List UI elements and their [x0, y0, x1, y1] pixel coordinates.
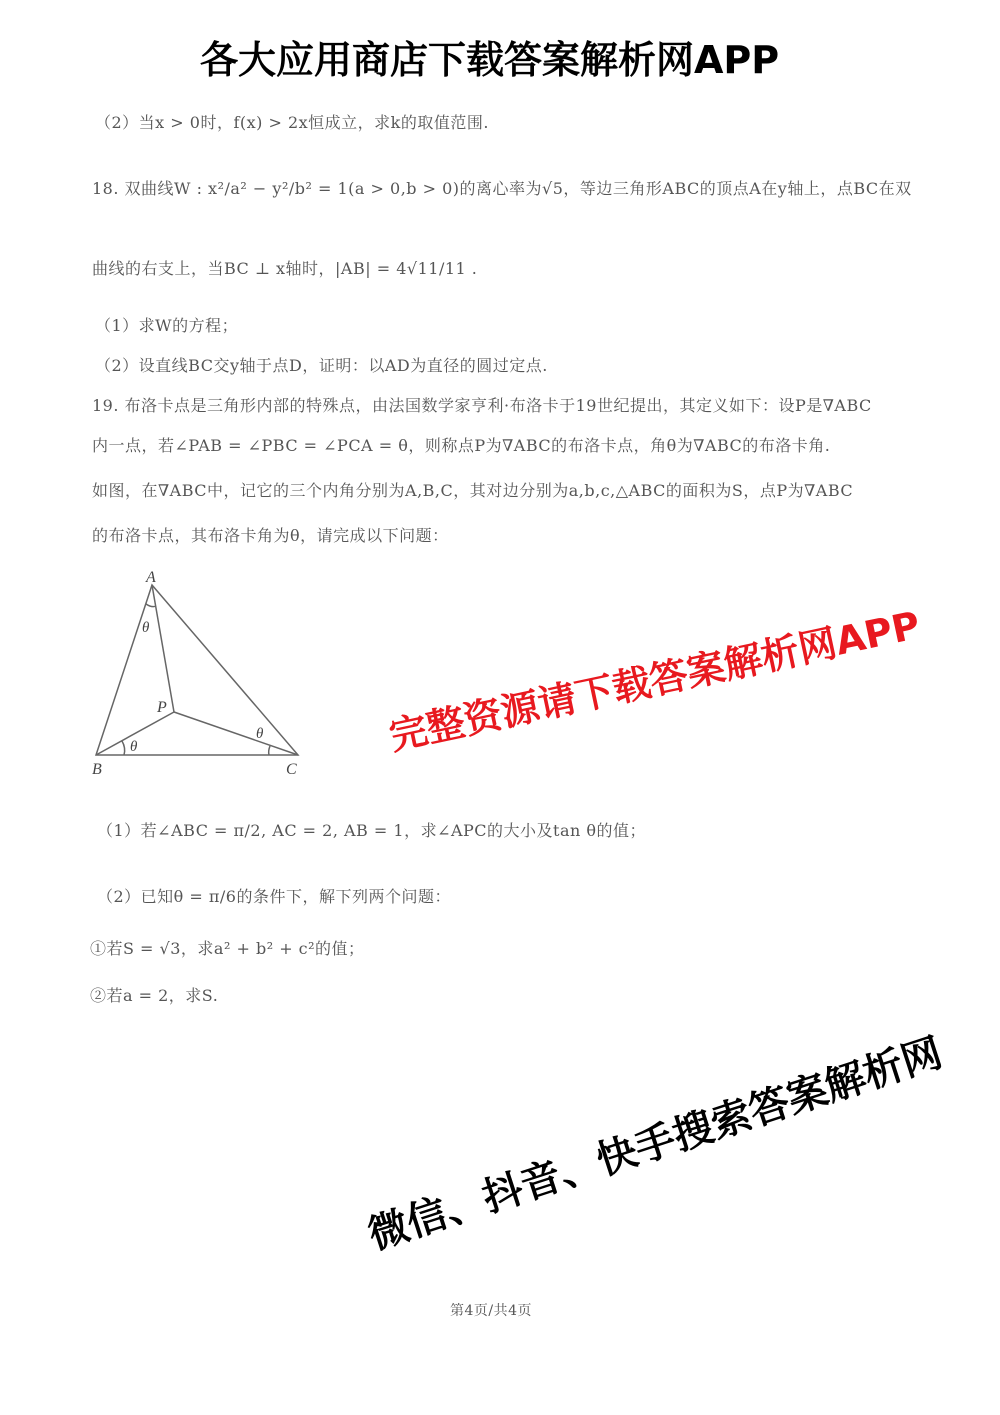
- watermark-middle: 完整资源请下载答案解析网APP: [385, 602, 924, 759]
- q19-stem-3: 如图，在∇ABC中，记它的三个内角分别为A,B,C，其对边分别为a,b,c,△ABC的面积为S，点P为∇ABC: [92, 481, 854, 500]
- q19-part2: （2）已知θ = π/6的条件下，解下列两个问题：: [97, 887, 451, 906]
- triangle-abc: [96, 585, 298, 755]
- q19-part2-i: ①若S = √3，求a² + b² + c²的值；: [90, 939, 365, 958]
- q19-part1: （1）若∠ABC = π/2, AC = 2, AB = 1，求∠APC的大小及tan θ的值；: [97, 821, 647, 840]
- watermark-top: 各大应用商店下载答案解析网APP: [200, 38, 780, 82]
- segment-pa: [152, 585, 174, 712]
- q18-stem-cont: 曲线的右支上，当BC ⊥ x轴时，|AB| = 4√11/11 .: [92, 259, 478, 278]
- label-p: P: [157, 699, 167, 716]
- label-b: B: [92, 761, 102, 778]
- brocard-triangle-figure: [80, 560, 320, 785]
- label-theta-a: θ: [142, 620, 150, 636]
- label-c: C: [286, 761, 297, 778]
- q18-part1: （1）求W的方程；: [95, 316, 239, 335]
- q19-stem-2: 内一点，若∠PAB = ∠PBC = ∠PCA = θ，则称点P为∇ABC的布洛卡点，角θ为∇ABC的布洛卡角.: [92, 436, 831, 455]
- q19-stem: 19. 布洛卡点是三角形内部的特殊点，由法国数学家亨利·布洛卡于19世纪提出，其定义如下：设P是∇ABC: [92, 396, 872, 415]
- label-theta-b: θ: [130, 739, 138, 755]
- q18-part2: （2）设直线BC交y轴于点D，证明：以AD为直径的圆过定点.: [95, 356, 548, 375]
- q19-stem-4: 的布洛卡点，其布洛卡角为θ，请完成以下问题：: [92, 526, 449, 545]
- q18-stem: 18. 双曲线W : x²/a² − y²/b² = 1(a > 0,b > 0)的离心率为√5，等边三角形ABC的顶点A在y轴上，点BC在双: [92, 179, 912, 198]
- q17-part2: （2）当x > 0时，f(x) > 2x恒成立，求k的取值范围.: [95, 113, 489, 132]
- label-theta-c: θ: [256, 726, 264, 742]
- label-a: A: [146, 569, 156, 586]
- q19-part2-ii: ②若a = 2，求S.: [90, 986, 219, 1005]
- angle-arc-c: [269, 746, 270, 755]
- angle-arc-b: [122, 741, 125, 755]
- page-footer: 第4页/共4页: [450, 1303, 533, 1319]
- watermark-bottom: 微信、抖音、快手搜索答案解析网: [362, 1029, 948, 1259]
- angle-arc-a: [146, 604, 156, 607]
